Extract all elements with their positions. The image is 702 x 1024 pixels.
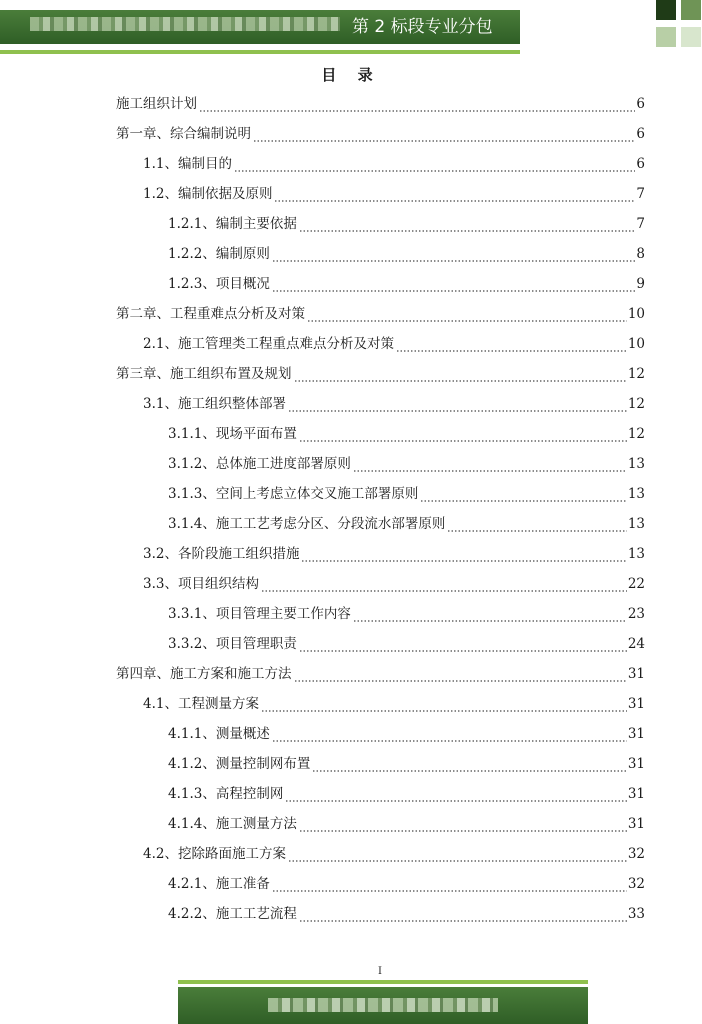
toc-entry-title: 第二章、工程重难点分析及对策 xyxy=(116,306,305,322)
toc-entry[interactable] xyxy=(168,274,645,294)
toc-entry-title: 3.1.2、总体施工进度部署原则 xyxy=(168,456,351,472)
toc-entry-title: 4.1.3、高程控制网 xyxy=(168,786,284,802)
toc-entry[interactable] xyxy=(168,454,645,474)
toc-dot-leader xyxy=(288,394,627,414)
toc-entry-title: 4.2.2、施工工艺流程 xyxy=(168,906,297,922)
toc-entry-page: 13 xyxy=(627,486,645,502)
toc-entry-title: 施工组织计划 xyxy=(116,96,197,112)
toc-entry-page: 31 xyxy=(627,816,645,832)
header-blurred-text xyxy=(30,17,340,31)
toc-entry[interactable] xyxy=(168,754,645,774)
toc-entry[interactable] xyxy=(143,844,645,864)
header-decor-square xyxy=(656,0,676,20)
toc-dot-leader xyxy=(353,604,627,624)
toc-entry[interactable] xyxy=(143,394,645,414)
toc-entry-title: 2.1、施工管理类工程重点难点分析及对策 xyxy=(143,336,394,352)
toc-dot-leader xyxy=(272,874,627,894)
toc-dot-leader xyxy=(307,304,627,324)
toc-entry-title: 3.1、施工组织整体部署 xyxy=(143,396,286,412)
toc-entry-page: 6 xyxy=(636,156,645,172)
toc-entry-page: 13 xyxy=(627,546,645,562)
toc-entry-page: 7 xyxy=(636,216,645,232)
toc-dot-leader xyxy=(253,124,635,144)
toc-entry[interactable] xyxy=(168,814,645,834)
toc-dot-leader xyxy=(299,424,627,444)
toc-entry-title: 4.1.4、施工测量方法 xyxy=(168,816,297,832)
toc-entry-page: 13 xyxy=(627,456,645,472)
toc-entry-page: 31 xyxy=(627,666,645,682)
header-decor-square xyxy=(681,0,701,20)
toc-entry-page: 13 xyxy=(627,516,645,532)
toc-entry[interactable] xyxy=(116,124,645,144)
toc-entry[interactable] xyxy=(168,214,645,234)
toc-entry-page: 12 xyxy=(627,396,645,412)
toc-entry[interactable] xyxy=(116,664,645,684)
toc-entry-title: 第三章、施工组织布置及规划 xyxy=(116,366,292,382)
toc-dot-leader xyxy=(299,214,636,234)
toc-entry-page: 22 xyxy=(627,576,645,592)
page-number: I xyxy=(378,966,382,977)
toc-entry-page: 10 xyxy=(627,336,645,352)
toc-entry-title: 3.1.3、空间上考虑立体交叉施工部署原则 xyxy=(168,486,419,502)
toc-dot-leader xyxy=(272,274,636,294)
toc-entry-page: 7 xyxy=(636,186,645,202)
footer-accent-line xyxy=(178,980,588,984)
toc-entry-page: 32 xyxy=(627,846,645,862)
toc-entry[interactable] xyxy=(168,514,645,534)
toc-dot-leader xyxy=(288,844,627,864)
toc-entry[interactable] xyxy=(168,784,645,804)
toc-dot-leader xyxy=(272,244,636,264)
toc-entry[interactable] xyxy=(143,574,645,594)
toc-entry-title: 3.3.1、项目管理主要工作内容 xyxy=(168,606,351,622)
toc-entry-page: 10 xyxy=(627,306,645,322)
toc-entry-title: 第四章、施工方案和施工方法 xyxy=(116,666,292,682)
toc-dot-leader xyxy=(294,364,627,384)
toc-entry-page: 24 xyxy=(627,636,645,652)
toc-entry-page: 9 xyxy=(636,276,645,292)
toc-dot-leader xyxy=(272,724,627,744)
toc-dot-leader xyxy=(299,634,627,654)
toc-entry-title: 3.1.4、施工工艺考虑分区、分段流水部署原则 xyxy=(168,516,446,532)
toc-dot-leader xyxy=(299,814,627,834)
toc-entry[interactable] xyxy=(143,694,645,714)
toc-entry-title: 1.1、编制目的 xyxy=(143,156,232,172)
toc-entry-page: 31 xyxy=(627,696,645,712)
toc-entry-title: 1.2.1、编制主要依据 xyxy=(168,216,297,232)
toc-dot-leader xyxy=(274,184,635,204)
toc-entry[interactable] xyxy=(116,304,645,324)
toc-entry-page: 33 xyxy=(627,906,645,922)
toc-entry[interactable] xyxy=(168,724,645,744)
toc-entry-title: 1.2.3、项目概况 xyxy=(168,276,270,292)
toc-entry[interactable] xyxy=(143,544,645,564)
toc-entry-title: 3.3.2、项目管理职责 xyxy=(168,636,297,652)
toc-entry[interactable] xyxy=(143,184,645,204)
toc-entry-title: 1.2.2、编制原则 xyxy=(168,246,270,262)
toc-dot-leader xyxy=(420,484,626,504)
toc-entry-page: 6 xyxy=(636,96,645,112)
toc-entry[interactable] xyxy=(168,604,645,624)
toc-dot-leader xyxy=(294,664,627,684)
toc-entry[interactable] xyxy=(168,484,645,504)
toc-entry-page: 32 xyxy=(627,876,645,892)
toc-entry-page: 6 xyxy=(636,126,645,142)
toc-entry[interactable] xyxy=(168,424,645,444)
toc-entry[interactable] xyxy=(168,244,645,264)
toc-dot-leader xyxy=(301,544,626,564)
toc-title: 目 录 xyxy=(321,66,381,84)
toc-entry-page: 8 xyxy=(636,246,645,262)
header-decor-square xyxy=(656,27,676,47)
toc-dot-leader xyxy=(299,904,627,924)
header-accent-line xyxy=(0,50,520,54)
toc-entry-page: 31 xyxy=(627,726,645,742)
toc-dot-leader xyxy=(199,94,635,114)
toc-entry[interactable] xyxy=(116,364,645,384)
header-title: 第 2 标段专业分包 xyxy=(352,17,493,37)
toc-entry-title: 3.3、项目组织结构 xyxy=(143,576,259,592)
toc-entry[interactable] xyxy=(143,334,645,354)
toc-entry-title: 1.2、编制依据及原则 xyxy=(143,186,273,202)
toc-dot-leader xyxy=(261,694,627,714)
toc-entry[interactable] xyxy=(168,874,645,894)
toc-entry-title: 4.1、工程测量方案 xyxy=(143,696,259,712)
toc-dot-leader xyxy=(396,334,627,354)
toc-dot-leader xyxy=(261,574,627,594)
toc-entry-title: 4.1.2、测量控制网布置 xyxy=(168,756,311,772)
toc-entry-page: 12 xyxy=(627,426,645,442)
toc-entry-title: 3.1.1、现场平面布置 xyxy=(168,426,297,442)
toc-entry[interactable] xyxy=(143,154,645,174)
toc-entry-page: 31 xyxy=(627,786,645,802)
footer-blurred-text xyxy=(268,998,498,1012)
toc-entry-title: 3.2、各阶段施工组织措施 xyxy=(143,546,300,562)
toc-entry[interactable] xyxy=(116,94,645,114)
toc-entry-page: 31 xyxy=(627,756,645,772)
toc-entry[interactable] xyxy=(168,904,645,924)
toc-dot-leader xyxy=(234,154,635,174)
toc-entry-page: 23 xyxy=(627,606,645,622)
toc-dot-leader xyxy=(447,514,626,534)
toc-dot-leader xyxy=(353,454,627,474)
toc-entry[interactable] xyxy=(168,634,645,654)
toc-entry-title: 4.1.1、测量概述 xyxy=(168,726,270,742)
toc-entry-title: 第一章、综合编制说明 xyxy=(116,126,251,142)
toc-dot-leader xyxy=(285,784,626,804)
toc-dot-leader xyxy=(312,754,626,774)
toc-entry-page: 12 xyxy=(627,366,645,382)
toc-entry-title: 4.2、挖除路面施工方案 xyxy=(143,846,286,862)
header-decor-square xyxy=(681,27,701,47)
toc-entry-title: 4.2.1、施工准备 xyxy=(168,876,270,892)
